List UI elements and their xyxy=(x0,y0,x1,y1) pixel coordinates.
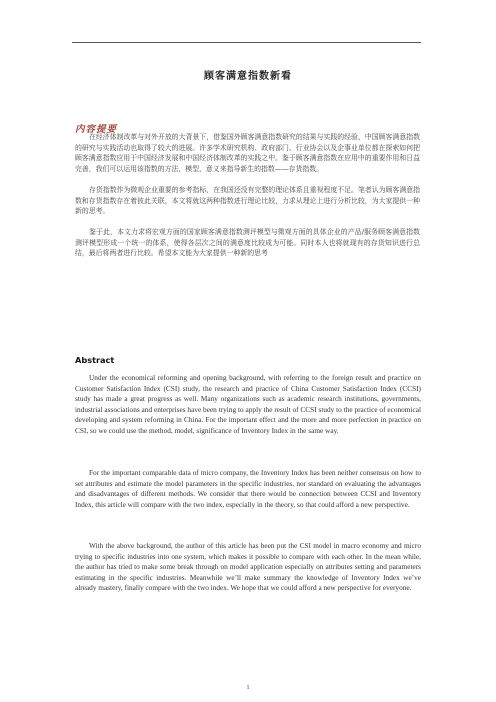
header-rule xyxy=(72,42,421,43)
chinese-abstract-heading: 内容提要 xyxy=(75,124,118,135)
chinese-abstract-paragraph-1: 在经济体制改革与对外开放的大背景下，借鉴国外顾客满意指数研究的结果与实践的经验，中国顾客满意指数的研究与实践活动也取得了较大的进展。许多学术研究机构、政府部门、行业协会以及企事业单位都在探索如何把顾客满意指数应用于中国经济发展和中国经济体制改革的实践之中。鉴于顾客满意指数在应用中的重要作用和日益完善，我们可以运用该指数的方法，模型，意义来指导新生的指数——存货指数。 xyxy=(75,133,420,173)
document-title: 顾客满意指数新看 xyxy=(204,71,292,82)
english-abstract-paragraph-3: With the above background, the author of this article has been put the CSI model in macro economy and micro trying to specific industries into one system, which makes it possible to compare with each other. In the mean while, the author has tried to make some break through on model application especially on attributes setting and parameters estimating in the specific industries. Meanwhile we’ll make summary the knowledge of Inventory Index we’ve already mastery, finally compare with the two index. We hope that we could afford a new perspective for everyone. xyxy=(75,541,421,593)
english-abstract-paragraph-2: For the important comparable data of micro company, the Inventory Index has been neither consensus on how to set attributes and estimate the model parameters in the specific industries, nor standard on evaluating the advantages and disadvantages of different methods. We consider that there would be connection between CCSI and Inventory Index, this article will compare with the two index, especially in the theory, so that could afford a new perspective. xyxy=(75,468,421,509)
chinese-abstract-paragraph-2: 存货指数作为微观企业重要的参考指标，在我国还没有完整的理论体系且重视程度不足。笔者认为顾客满意指数和存货指数存在着彼此关联，本文将就这两种指数进行理论比较，力求从理论上进行分析比较，为大家提供一种新的思考。 xyxy=(75,186,420,216)
page-number: 1 xyxy=(246,684,250,691)
chinese-abstract-paragraph-3: 鉴于此，本文力求将宏观方面的国家顾客满意指数测评模型与微观方面的具体企业的产品/服务顾客满意指数测评模型形成一个统一的体系，使得各层次之间的满意度比较成为可能。同时本人也将就现有的存货知识进行总结，最后将两者进行比较。希望本文能为大家提供一种新的思考 xyxy=(75,228,420,258)
english-abstract-paragraph-1: Under the economical reforming and opening background, with referring to the foreign result and practice on Customer Satisfaction Index (CSI) study, the research and practice of China Customer Satisfaction Index (CCSI) study has made a great progress as well. Many organizations such as academic research institutions, governments, industrial associations and enterprises have been trying to apply the result of CCSI study to the practice of economical developing and system reforming in China. For the important effect and the more and more perfection in practice on CSI, so we could use the method, model, significance of Inventory Index in the same way. xyxy=(75,373,421,435)
english-abstract-heading: Abstract xyxy=(75,355,115,365)
